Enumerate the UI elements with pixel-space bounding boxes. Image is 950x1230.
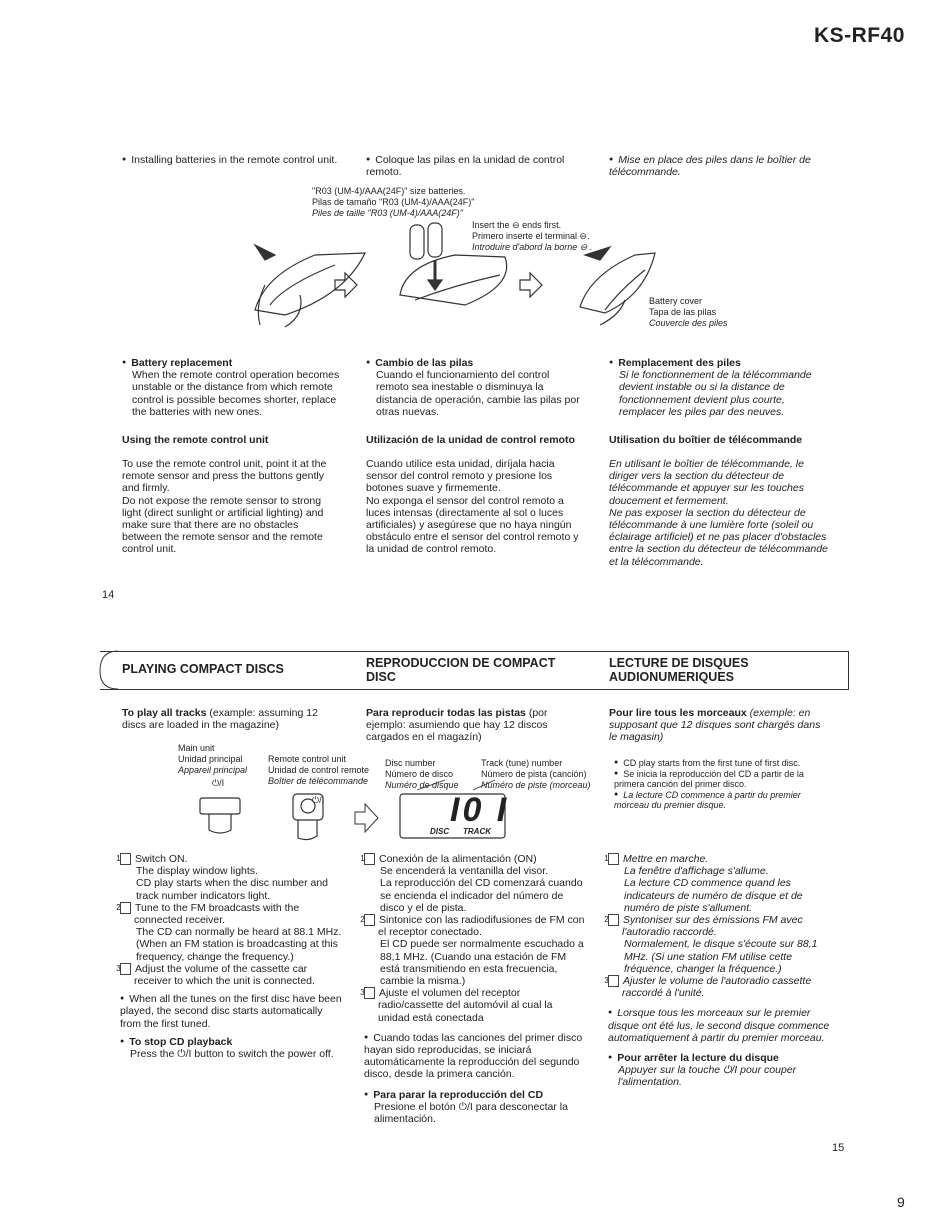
step-number: 3 <box>608 975 619 987</box>
main-unit-power-button-icon <box>200 798 240 833</box>
using-fr-body1: En utilisant le boîtier de télécommande, le diriger vers la section du détecteur de télécommande et appuyer sur les touches doucement et fermement. <box>609 458 804 507</box>
step2-en: Tune to the FM broadcasts with the connected receiver. <box>134 901 300 927</box>
battery-install-en: ● Installing batteries in the remote control unit. <box>122 154 352 166</box>
section-header-curve <box>100 651 120 691</box>
battery-cover-es: Tapa de las pilas <box>649 307 717 317</box>
steps-fr <box>604 853 830 1089</box>
step1-fr: Mettre en marche. <box>623 853 709 865</box>
page-number-bottom: 9 <box>897 1194 905 1210</box>
replacement-es <box>366 357 584 418</box>
page-number-left: 14 <box>102 589 115 601</box>
cdplay-es: ● Se inicia la reproducción del CD a partir de la primera canción del primer disco. <box>614 769 814 790</box>
step1-en-c: CD play starts when the disc number and track number indicators light. <box>136 877 329 902</box>
using-en-body2: Do not expose the remote sensor to strong light (direct sunlight or artificial lighting) and make sure that there are no obstacles between the remote sensor and the remote control unit. <box>122 494 324 556</box>
step1-fr-b: La fenêtre d'affichage s'allume. <box>624 865 769 878</box>
step-number: 1 <box>364 853 375 865</box>
playall-es-bold: Para reproducir todas las pistas <box>366 707 526 719</box>
using-en-title: Using the remote control unit <box>122 434 269 446</box>
disc-number-es: Número de disco <box>385 769 454 779</box>
page-number-right: 15 <box>832 1142 845 1154</box>
step1-es-b: Se encenderá la ventanilla del visor. <box>380 865 549 878</box>
section-title-es <box>366 656 555 684</box>
remote-batteries-icon <box>400 223 507 305</box>
battery-cover-fr-text: Couvercle des piles <box>649 318 728 328</box>
step-number: 3 <box>120 963 131 975</box>
playall-fr <box>609 707 829 744</box>
step2-en-b: The CD can normally be heard at 88.1 MHz. (When an FM station is broadcasting at this frequency, change the frequency.) <box>136 926 342 963</box>
stop-en-title: ● To stop CD playback <box>120 1036 342 1048</box>
step-number: 1 <box>608 853 619 865</box>
battery-cover-en: Battery cover <box>649 296 703 306</box>
section-title-fr-line1: LECTURE DE DISQUES <box>609 656 749 670</box>
remote-unit-en: Remote control unit <box>268 754 347 764</box>
cdplay-notes <box>614 758 814 811</box>
remote-unit-es: Unidad de control remote <box>268 765 370 775</box>
step3-fr: Ajuster le volume de l'autoradio cassette raccordé à l'unité. <box>622 975 812 1000</box>
using-en-body1: To use the remote control unit, point it at the remote sensor and press the buttons gently and firmly. <box>122 458 327 495</box>
using-en <box>122 458 340 556</box>
step-number: 1 <box>120 853 131 865</box>
step3-en: Adjust the volume of the cassette car receiver to which the unit is connected. <box>134 962 315 988</box>
using-fr-title: Utilisation du boîtier de télécommande <box>609 434 803 446</box>
playall-fr-rest: (exemple: en supposant que 12 disques sont chargés dans le magasin) <box>609 707 821 744</box>
step3-es: Ajuste el volumen del receptor radio/cassette del automóvil al cual la unidad está conectada <box>378 987 553 1024</box>
steps-es <box>360 853 586 1126</box>
replacement-fr-title: ● Remplacement des piles <box>609 357 829 369</box>
step1-fr-c: La lecture CD commence quand les indicateurs de numéro de disque et de numéro de piste s'allument. <box>624 877 803 914</box>
stop-fr-title: ● Pour arrêter la lecture du disque <box>608 1052 830 1064</box>
remote-power-label: ⏻/I <box>312 795 325 805</box>
disc-number-en: Disc number <box>385 758 436 768</box>
section-title-es-line2: DISC <box>366 670 396 684</box>
playall-en-bold: To play all tracks <box>122 707 207 719</box>
display-disc-label: DISC <box>430 827 450 836</box>
step-number: 2 <box>120 902 131 914</box>
using-es-body1: Cuando utilice esta unidad, diríjala hacia sensor del control remoto y presione los botones suave y firmemente. <box>366 458 555 495</box>
arrow-right-icon <box>355 804 378 832</box>
stop-fr-body: Appuyer sur la touche ⏻/I pour couper l'alimentation. <box>618 1064 797 1089</box>
stop-en-body: Press the ⏻/I button to switch the power off. <box>130 1048 334 1061</box>
stop-es-title: ● Para parar la reproducción del CD <box>364 1089 586 1101</box>
replacement-en-title: ● Battery replacement <box>122 357 344 369</box>
using-fr <box>609 458 829 568</box>
step1-en: Switch ON. <box>135 853 188 865</box>
replacement-fr-body: Si le fonctionnement de la télécommande devient instable ou si la distance de fonctionnement devient plus courte, remplacer les piles par des neuves. <box>619 369 812 418</box>
step1-en-b: The display window lights. <box>136 865 258 878</box>
note-en: ● When all the tunes on the first disc have been played, the second disc starts automatically from the first tuned. <box>120 993 342 1030</box>
main-unit-en: Main unit <box>178 743 215 753</box>
using-es-body2: No exponga el sensor del control remoto a luces intensas (directamente al sol o luces artificiales) y asegúrese que no haya ningún obstáculo entre el sensor del control remoto y la unidad de control remoto. <box>366 494 579 556</box>
using-fr-body2: Ne pas exposer la section du détecteur de télécommande à une lumière forte (soleil ou éclairage artificiel) et ne pas placer d'obstacles entre la section du détecteur de télécommande et la télécommande. <box>609 506 828 568</box>
step-number: 3 <box>364 987 375 999</box>
remote-unit-fr: Boîtier de télécommande <box>268 776 369 786</box>
insert-note-fr: Introduire d'abord la borne ⊖ . <box>472 242 593 252</box>
replacement-fr <box>609 357 829 418</box>
track-number-en: Track (tune) number <box>481 758 563 768</box>
main-unit-power-label: ⏻/I <box>212 778 225 788</box>
disc-number-fr: Numéro de disque <box>385 780 459 790</box>
step2-fr-b: Normalement, le disque s'écoute sur 88,1 MHz. (Si une station FM utilise cette fréquence, changer la fréquence.) <box>624 938 818 975</box>
step-number: 2 <box>608 914 619 926</box>
section-title-en: PLAYING COMPACT DISCS <box>122 662 284 676</box>
using-es <box>366 458 584 556</box>
cdplay-fr: ● La lecture CD commence à partir du premier morceau du premier disque. <box>614 790 814 811</box>
note-fr: ● Lorsque tous les morceaux sur le premier disque ont été lus, le second disque commence automatiquement à partir du premier morceau. <box>608 1007 830 1044</box>
playall-es-rest: (por ejemplo: asumiendo que hay 12 discos cargados en el magazín) <box>366 707 548 744</box>
playall-fr-bold: Pour lire tous les morceaux <box>609 707 747 719</box>
battery-install-es: ● Coloque las pilas en la unidad de control remoto. <box>366 154 591 178</box>
section-title-fr-line2: AUDIONUMERIQUES <box>609 670 735 684</box>
remote-open-icon <box>255 245 365 327</box>
section-title-fr <box>609 656 749 684</box>
track-number-fr: Numéro de piste (morceau) <box>481 780 591 790</box>
playall-es <box>366 707 584 744</box>
remote-closed-icon <box>580 247 655 325</box>
arrow-right-icon <box>335 273 357 297</box>
display-value: I0 I <box>450 791 510 829</box>
step2-es: Sintonice con las radiodifusiones de FM con el receptor conectado. <box>378 914 585 939</box>
insert-note-en: Insert the ⊖ ends first. <box>472 220 562 230</box>
replacement-es-body: Cuando el funcionamiento del control remoto sea inestable o disminuya la distancia de operación, cambie las pilas por otras nuevas. <box>376 369 580 418</box>
replacement-en <box>122 357 344 418</box>
main-unit-fr: Appareil principal <box>178 765 248 775</box>
step1-es: Conexión de la alimentación (ON) <box>379 853 537 865</box>
steps-en <box>116 853 342 1061</box>
step-number: 2 <box>364 914 375 926</box>
display-track-label: TRACK <box>463 827 491 836</box>
replacement-en-body: When the remote control operation becomes unstable or the distance from which remote control is possible becomes shorter, replace the batteries with new ones. <box>132 369 340 418</box>
playall-en <box>122 707 344 731</box>
battery-size-fr: Piles de taille "R03 (UM-4)/AAA(24F)" <box>312 208 463 218</box>
battery-install-fr: ● Mise en place des piles dans le boîtier de télécommande. <box>609 154 834 178</box>
stop-es-body: Presione el botón ⏻/I para desconectar la alimentación. <box>374 1100 568 1126</box>
step2-es-b: El CD puede ser normalmente escuchado a 88,1 MHz. (Cuando una estación de FM está transmitiendo en esta frecuencia, cambie la misma.) <box>380 938 584 988</box>
step2-fr: Syntoniser sur des émissions FM avec l'autoradio raccordé. <box>622 914 803 939</box>
insert-note-es: Primero inserte el terminal ⊖. <box>472 231 590 241</box>
using-es-title: Utilización de la unidad de control remoto <box>366 434 575 446</box>
battery-size-es: Pilas de tamaño "R03 (UM-4)/AAA(24F)" <box>312 197 475 207</box>
replacement-es-title: ● Cambio de las pilas <box>366 357 584 369</box>
section-title-es-line1: REPRODUCCION DE COMPACT <box>366 656 556 670</box>
arrow-right-icon <box>520 273 542 297</box>
playall-en-rest: (example: assuming 12 discs are loaded in the magazine) <box>122 707 318 732</box>
battery-size-en: "R03 (UM-4)/AAA(24F)" size batteries. <box>312 186 466 196</box>
cdplay-en: ● CD play starts from the first tune of first disc. <box>614 758 814 769</box>
step1-es-c: La reproducción del CD comenzará cuando se encienda el indicador del número de disco y el de pista. <box>380 877 583 914</box>
model-number: KS-RF40 <box>813 24 905 47</box>
track-number-es: Número de pista (canción) <box>481 769 587 779</box>
main-unit-es: Unidad principal <box>178 754 243 764</box>
note-es: ● Cuando todas las canciones del primer disco hayan sido reproducidas, se iniciará automáticamente la reproducción del segundo disco, desde la primera canción. <box>364 1032 586 1081</box>
